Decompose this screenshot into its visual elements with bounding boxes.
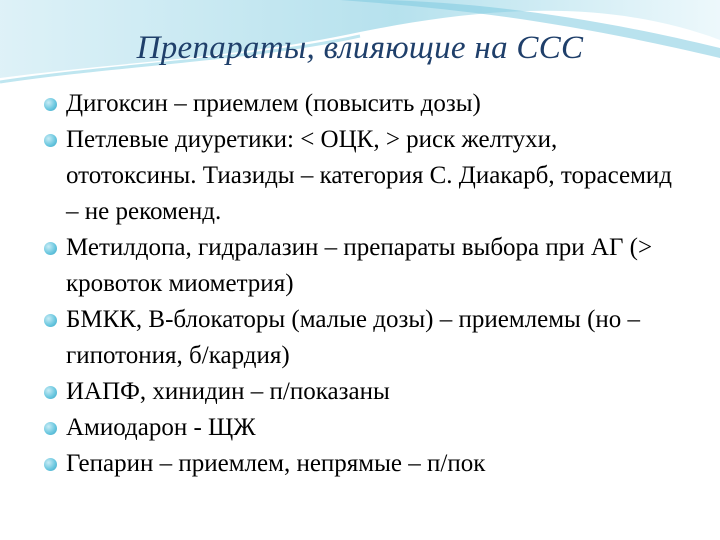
circle-bullet-icon — [44, 386, 57, 399]
list-item-text: Петлевые диуретики: < ОЦК, > риск желтухи, ототоксины. Тиазиды – категория С. Диакарб, торасемид – не рекоменд. — [66, 126, 672, 225]
list-item — [44, 122, 684, 230]
list-item — [44, 446, 684, 482]
list-item — [44, 230, 684, 302]
circle-bullet-icon — [44, 314, 57, 327]
circle-bullet-icon — [44, 422, 57, 435]
list-item — [44, 410, 684, 446]
list-item-text: Метилдопа, гидралазин – препараты выбора при АГ (> кровоток миометрия) — [66, 234, 653, 297]
list-item-text: ИАПФ, хинидин – п/показаны — [66, 378, 390, 405]
circle-bullet-icon — [44, 242, 57, 255]
list-item — [44, 374, 684, 410]
list-item-text: Дигоксин – приемлем (повысить дозы) — [66, 90, 481, 117]
list-item-text: Амиодарон - ЩЖ — [66, 414, 256, 441]
circle-bullet-icon — [44, 134, 57, 147]
circle-bullet-icon — [44, 98, 57, 111]
circle-bullet-icon — [44, 458, 57, 471]
bullet-list — [44, 86, 684, 482]
slide-title: Препараты, влияющие на ССС — [136, 30, 584, 66]
list-item — [44, 86, 684, 122]
list-item-text: БМКК, В-блокаторы (малые дозы) – приемлемы (но –гипотония, б/кардия) — [66, 306, 641, 369]
list-item-text: Гепарин – приемлем, непрямые – п/пок — [66, 450, 486, 477]
list-item — [44, 302, 684, 374]
